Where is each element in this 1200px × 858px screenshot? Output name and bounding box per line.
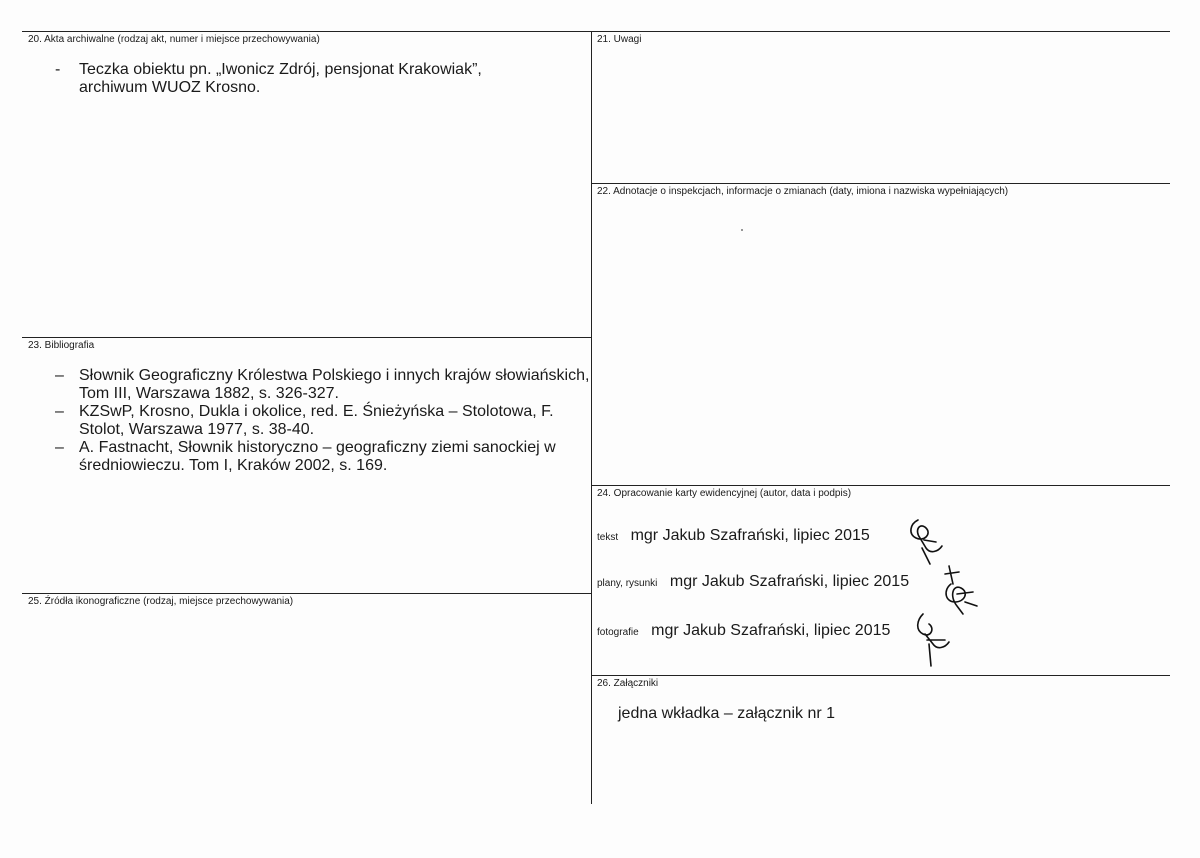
attachments-text: jedna wkładka – załącznik nr 1 (618, 705, 836, 722)
divider-20-23 (22, 337, 591, 338)
list-item-text: KZSwP, Krosno, Dukla i okolice, red. E. Śnieżyńska – Stolotowa, F. Stolot, Warszawa 1977, s. 38-40. (79, 403, 554, 438)
section-22-label: 22. Adnotacje o inspekcjach, informacje o zmianach (daty, imiona i nazwiska wypełniających) (597, 186, 1009, 197)
signature-icon (905, 610, 960, 670)
list-item-text: Teczka obiektu pn. „Iwonicz Zdrój, pensjonat Krakowiak”, archiwum WUOZ Krosno. (79, 61, 482, 96)
row-prefix: fotografie (597, 627, 639, 638)
section-21-label: 21. Uwagi (597, 34, 642, 45)
list-item-text: Słownik Geograficzny Królestwa Polskiego i innych krajów słowiańskich, Tom III, Warszawa 1882, s. 326-327. (79, 367, 590, 402)
list-bullet: – (55, 439, 64, 456)
section-23-label: 23. Bibliografia (28, 340, 95, 351)
section-20-label: 20. Akta archiwalne (rodzaj akt, numer i miejsce przechowywania) (28, 34, 320, 45)
signature-icon (900, 512, 955, 567)
divider-24-26 (591, 675, 1170, 676)
bibliography-list (55, 367, 590, 475)
list-item (55, 367, 590, 403)
authorship-row-drawings (597, 573, 909, 591)
row-value: mgr Jakub Szafrański, lipiec 2015 (630, 527, 870, 544)
authorship-row-text (597, 527, 870, 545)
row-prefix: plany, rysunki (597, 578, 658, 589)
row-prefix: tekst (597, 532, 619, 543)
archival-list (55, 61, 535, 97)
divider-21-22 (591, 183, 1170, 184)
list-bullet: - (55, 61, 61, 78)
list-item (55, 403, 590, 439)
row-value: mgr Jakub Szafrański, lipiec 2015 (669, 573, 910, 590)
divider-22-24 (591, 485, 1170, 486)
list-bullet: – (55, 367, 64, 384)
authorship-row-photos (597, 622, 890, 640)
list-bullet: – (55, 403, 64, 420)
list-item (55, 61, 535, 97)
top-rule (22, 31, 1170, 32)
list-item-text: A. Fastnacht, Słownik historyczno – geograficzny ziemi sanockiej w średniowieczu. Tom I, Kraków 2002, s. 169. (79, 439, 556, 474)
section-24-label: 24. Opracowanie karty ewidencyjnej (autor, data i podpis) (597, 488, 852, 499)
section-26-label: 26. Załączniki (597, 678, 659, 689)
stray-dot (741, 229, 743, 231)
divider-23-25 (22, 593, 591, 594)
list-item (55, 439, 590, 475)
section-25-label: 25. Źródła ikonograficzne (rodzaj, miejsce przechowywania) (28, 596, 294, 607)
center-divider (591, 31, 592, 804)
row-value: mgr Jakub Szafrański, lipiec 2015 (651, 622, 891, 639)
